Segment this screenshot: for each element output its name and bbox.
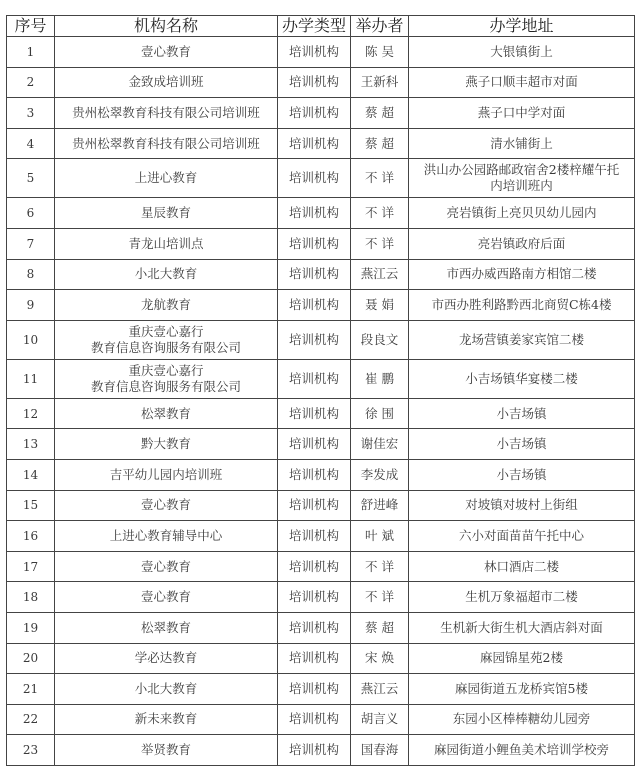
school-type-cell: 培训机构 xyxy=(278,674,351,705)
serial-number-cell: 23 xyxy=(7,735,55,766)
table-row xyxy=(7,37,635,68)
table-row xyxy=(7,490,635,521)
organizer-cell: 李发成 xyxy=(351,459,409,490)
serial-number-cell: 14 xyxy=(7,459,55,490)
institution-name-cell: 松翠教育 xyxy=(55,398,278,429)
table-row xyxy=(7,290,635,321)
serial-number-cell: 15 xyxy=(7,490,55,521)
table-row xyxy=(7,398,635,429)
address-cell: 生机新大街生机大酒店斜对面 xyxy=(409,612,635,643)
serial-number-cell: 22 xyxy=(7,704,55,735)
serial-number-cell: 2 xyxy=(7,67,55,98)
organizer-cell: 舒进峰 xyxy=(351,490,409,521)
table-row xyxy=(7,582,635,613)
address-cell: 麻园街道五龙桥宾馆5楼 xyxy=(409,674,635,705)
address-cell: 亮岩镇街上亮贝贝幼儿园内 xyxy=(409,198,635,229)
serial-number-cell: 4 xyxy=(7,128,55,159)
address-cell: 六小对面苗苗午托中心 xyxy=(409,521,635,552)
address-cell: 小吉场镇 xyxy=(409,459,635,490)
address-cell: 市西办威西路南方相馆二楼 xyxy=(409,259,635,290)
table-row xyxy=(7,320,635,359)
address-cell: 林口酒店二楼 xyxy=(409,551,635,582)
school-type-cell: 培训机构 xyxy=(278,359,351,398)
serial-number-cell: 9 xyxy=(7,290,55,321)
institution-name-cell: 壹心教育 xyxy=(55,582,278,613)
serial-number-cell: 19 xyxy=(7,612,55,643)
school-type-cell: 培训机构 xyxy=(278,490,351,521)
institution-name-cell: 壹心教育 xyxy=(55,37,278,68)
organizer-cell: 不 详 xyxy=(351,228,409,259)
school-type-cell: 培训机构 xyxy=(278,198,351,229)
serial-number-cell: 12 xyxy=(7,398,55,429)
school-type-cell: 培训机构 xyxy=(278,320,351,359)
organizer-cell: 谢佳宏 xyxy=(351,429,409,460)
serial-number-cell: 7 xyxy=(7,228,55,259)
institution-name-cell: 松翠教育 xyxy=(55,612,278,643)
institution-name-cell: 学必达教育 xyxy=(55,643,278,674)
table-row xyxy=(7,459,635,490)
institution-name-cell: 星辰教育 xyxy=(55,198,278,229)
school-type-cell: 培训机构 xyxy=(278,290,351,321)
table-row xyxy=(7,612,635,643)
serial-number-cell: 11 xyxy=(7,359,55,398)
address-cell: 亮岩镇政府后面 xyxy=(409,228,635,259)
institution-name-cell: 黔大教育 xyxy=(55,429,278,460)
header-serial-number: 序号 xyxy=(7,16,55,37)
serial-number-cell: 21 xyxy=(7,674,55,705)
address-cell: 东园小区棒棒糖幼儿园旁 xyxy=(409,704,635,735)
organizer-cell: 不 详 xyxy=(351,582,409,613)
table-row xyxy=(7,259,635,290)
address-cell: 大银镇街上 xyxy=(409,37,635,68)
organizer-cell: 段良文 xyxy=(351,320,409,359)
address-cell: 市西办胜利路黔西北商贸C栋4楼 xyxy=(409,290,635,321)
address-cell: 小吉场镇 xyxy=(409,398,635,429)
school-type-cell: 培训机构 xyxy=(278,128,351,159)
serial-number-cell: 16 xyxy=(7,521,55,552)
organizer-cell: 蔡 超 xyxy=(351,612,409,643)
organizer-cell: 王新科 xyxy=(351,67,409,98)
school-type-cell: 培训机构 xyxy=(278,582,351,613)
serial-number-cell: 1 xyxy=(7,37,55,68)
serial-number-cell: 20 xyxy=(7,643,55,674)
address-cell: 麻园锦星苑2楼 xyxy=(409,643,635,674)
serial-number-cell: 3 xyxy=(7,98,55,129)
institution-name-cell: 举贤教育 xyxy=(55,735,278,766)
organizer-cell: 徐 围 xyxy=(351,398,409,429)
serial-number-cell: 17 xyxy=(7,551,55,582)
institution-name-cell: 龙航教育 xyxy=(55,290,278,321)
address-cell: 对坡镇对坡村上街组 xyxy=(409,490,635,521)
school-type-cell: 培训机构 xyxy=(278,521,351,552)
organizer-cell: 陈 吴 xyxy=(351,37,409,68)
organizer-cell: 不 详 xyxy=(351,198,409,229)
table-row xyxy=(7,735,635,766)
header-institution-name: 机构名称 xyxy=(55,16,278,37)
school-type-cell: 培训机构 xyxy=(278,551,351,582)
school-type-cell: 培训机构 xyxy=(278,459,351,490)
serial-number-cell: 6 xyxy=(7,198,55,229)
institution-name-cell: 壹心教育 xyxy=(55,490,278,521)
school-type-cell: 培训机构 xyxy=(278,704,351,735)
institution-name-cell: 吉平幼儿园内培训班 xyxy=(55,459,278,490)
school-type-cell: 培训机构 xyxy=(278,228,351,259)
organizer-cell: 不 详 xyxy=(351,159,409,198)
organizer-cell: 聂 娟 xyxy=(351,290,409,321)
institution-name-cell: 壹心教育 xyxy=(55,551,278,582)
organizer-cell: 胡言义 xyxy=(351,704,409,735)
institution-name-cell: 小北大教育 xyxy=(55,674,278,705)
institution-name-cell: 上进心教育辅导中心 xyxy=(55,521,278,552)
institution-name-cell: 青龙山培训点 xyxy=(55,228,278,259)
institution-name-cell: 贵州松翠教育科技有限公司培训班 xyxy=(55,128,278,159)
address-cell: 燕子口中学对面 xyxy=(409,98,635,129)
table-row xyxy=(7,359,635,398)
school-type-cell: 培训机构 xyxy=(278,643,351,674)
serial-number-cell: 18 xyxy=(7,582,55,613)
table-row xyxy=(7,67,635,98)
school-type-cell: 培训机构 xyxy=(278,735,351,766)
school-type-cell: 培训机构 xyxy=(278,159,351,198)
address-cell: 小吉场镇 xyxy=(409,429,635,460)
organizer-cell: 燕江云 xyxy=(351,674,409,705)
table-row xyxy=(7,159,635,198)
institution-name-cell: 新未来教育 xyxy=(55,704,278,735)
table-row xyxy=(7,228,635,259)
organizer-cell: 宋 焕 xyxy=(351,643,409,674)
table-row xyxy=(7,128,635,159)
organizer-cell: 叶 斌 xyxy=(351,521,409,552)
address-cell: 小吉场镇华宴楼二楼 xyxy=(409,359,635,398)
table-row xyxy=(7,198,635,229)
table-row xyxy=(7,521,635,552)
address-cell: 龙场营镇姜家宾馆二楼 xyxy=(409,320,635,359)
header-address: 办学地址 xyxy=(409,16,635,37)
address-cell: 麻园街道小鲤鱼美术培训学校旁 xyxy=(409,735,635,766)
organizer-cell: 国春海 xyxy=(351,735,409,766)
serial-number-cell: 13 xyxy=(7,429,55,460)
organizer-cell: 蔡 超 xyxy=(351,128,409,159)
institution-name-cell: 贵州松翠教育科技有限公司培训班 xyxy=(55,98,278,129)
training-institutions-table xyxy=(6,15,635,766)
table-row xyxy=(7,551,635,582)
table-row xyxy=(7,643,635,674)
serial-number-cell: 8 xyxy=(7,259,55,290)
table-body xyxy=(7,37,635,766)
organizer-cell: 蔡 超 xyxy=(351,98,409,129)
institution-name-cell: 金致成培训班 xyxy=(55,67,278,98)
school-type-cell: 培训机构 xyxy=(278,398,351,429)
header-organizer: 举办者 xyxy=(351,16,409,37)
institution-name-cell: 上进心教育 xyxy=(55,159,278,198)
school-type-cell: 培训机构 xyxy=(278,98,351,129)
address-cell: 燕子口顺丰超市对面 xyxy=(409,67,635,98)
organizer-cell: 不 详 xyxy=(351,551,409,582)
institution-name-cell: 小北大教育 xyxy=(55,259,278,290)
serial-number-cell: 10 xyxy=(7,320,55,359)
school-type-cell: 培训机构 xyxy=(278,429,351,460)
school-type-cell: 培训机构 xyxy=(278,37,351,68)
address-cell: 生机万象福超市二楼 xyxy=(409,582,635,613)
organizer-cell: 燕江云 xyxy=(351,259,409,290)
table-header-row xyxy=(7,16,635,37)
table-row xyxy=(7,704,635,735)
school-type-cell: 培训机构 xyxy=(278,612,351,643)
school-type-cell: 培训机构 xyxy=(278,259,351,290)
organizer-cell: 崔 鹏 xyxy=(351,359,409,398)
institution-name-cell: 重庆壹心嘉行 教育信息咨询服务有限公司 xyxy=(55,359,278,398)
header-school-type: 办学类型 xyxy=(278,16,351,37)
address-cell: 洪山办公园路邮政宿舍2楼梓耀午托 内培训班内 xyxy=(409,159,635,198)
institution-name-cell: 重庆壹心嘉行 教育信息咨询服务有限公司 xyxy=(55,320,278,359)
table-row xyxy=(7,674,635,705)
table-row xyxy=(7,429,635,460)
serial-number-cell: 5 xyxy=(7,159,55,198)
school-type-cell: 培训机构 xyxy=(278,67,351,98)
table-row xyxy=(7,98,635,129)
address-cell: 清水铺街上 xyxy=(409,128,635,159)
